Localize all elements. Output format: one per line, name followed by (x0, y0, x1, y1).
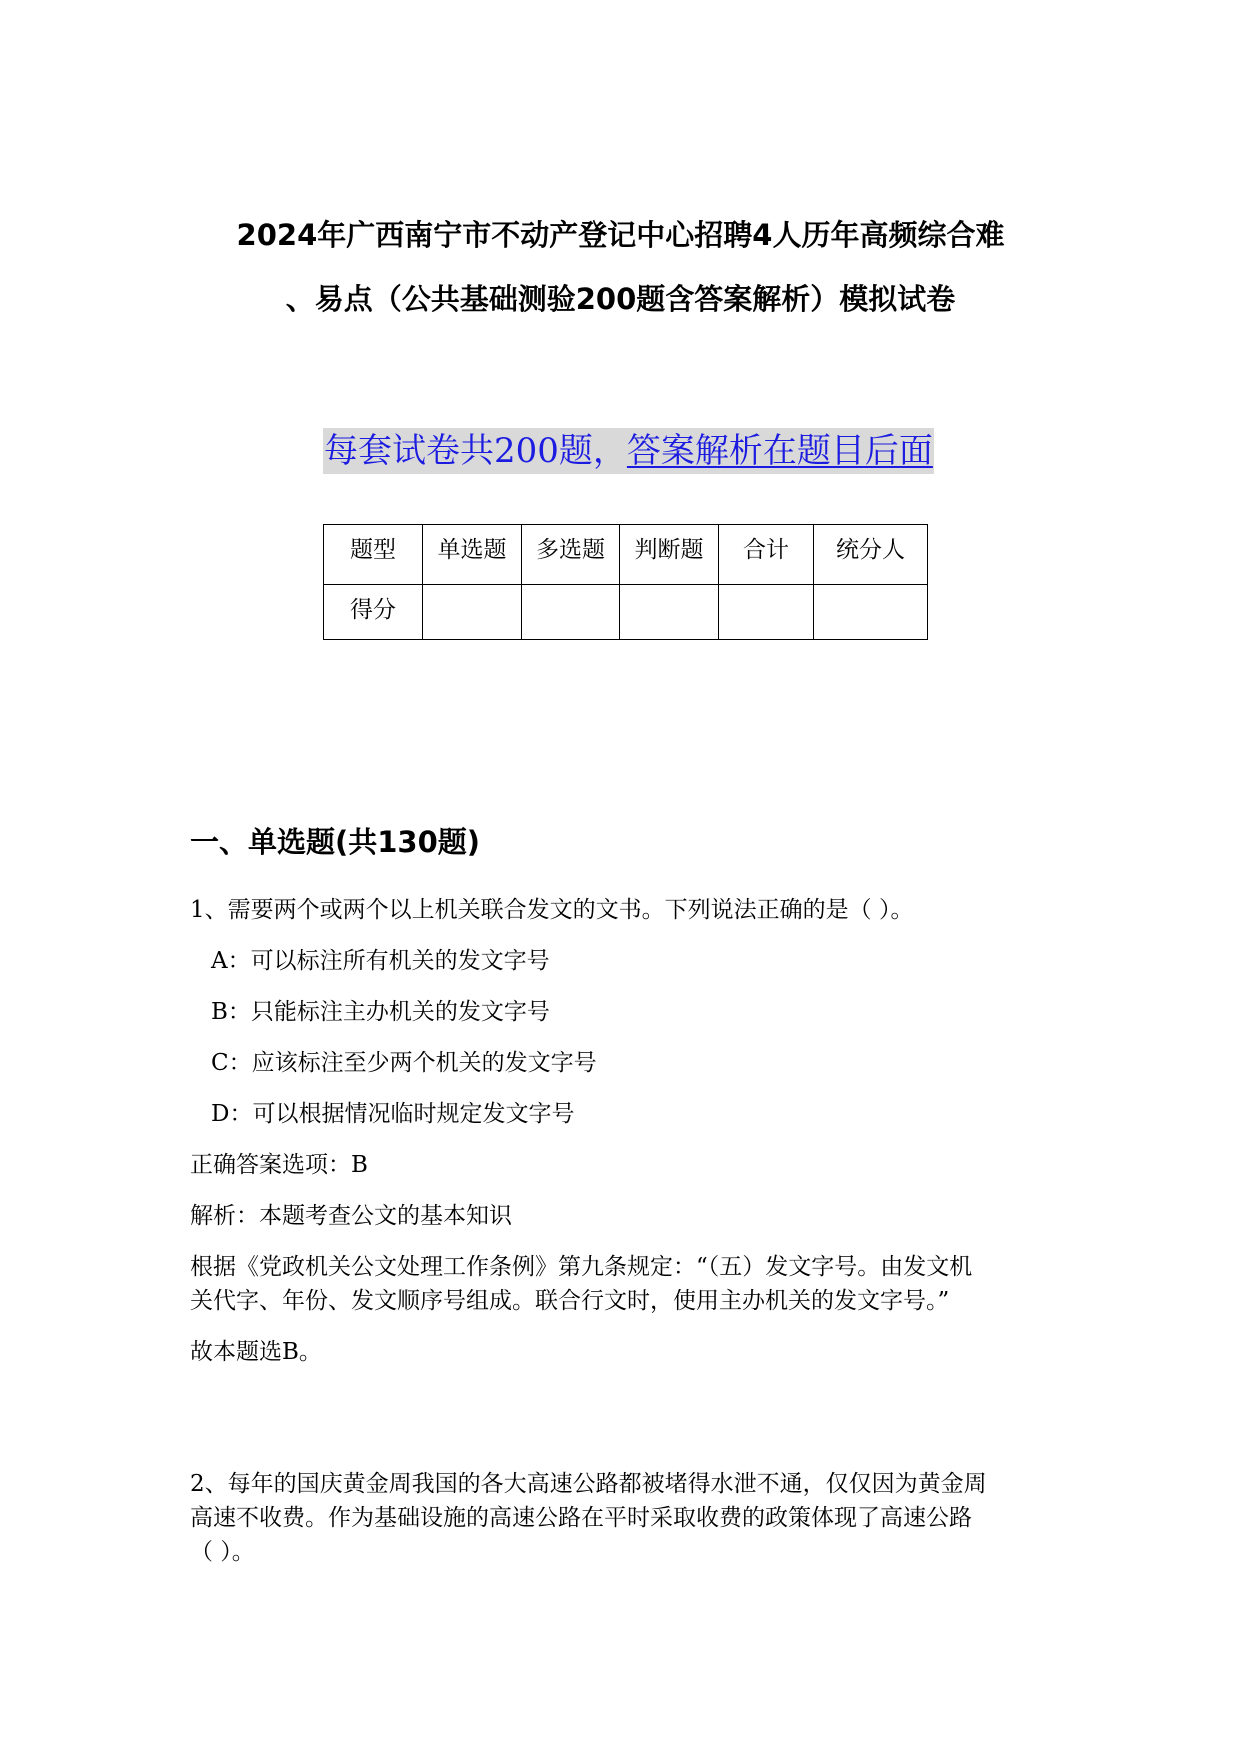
banner-text: 每套试卷共200题， (324, 431, 627, 471)
row-label-score: 得分 (324, 585, 423, 640)
score-cell-true-false[interactable] (620, 585, 719, 640)
score-table (323, 524, 928, 640)
question-2-stem-line-3: （ ）。 (190, 1539, 255, 1565)
document-title-line-2: 、易点（公共基础测验200题含答案解析）模拟试卷 (285, 282, 956, 316)
question-1-option-c: C：应该标注至少两个机关的发文字号 (211, 1050, 597, 1076)
header-cell-multiple-choice: 多选题 (522, 525, 620, 585)
score-cell-scorer[interactable] (814, 585, 928, 640)
section-heading: 一、单选题(共130题) (190, 825, 481, 859)
header-cell-total: 合计 (719, 525, 814, 585)
score-table-score-row (324, 585, 928, 640)
question-1-option-a: A：可以标注所有机关的发文字号 (211, 948, 550, 974)
score-cell-total[interactable] (719, 585, 814, 640)
header-cell-single-choice: 单选题 (423, 525, 522, 585)
question-1-analysis: 解析：本题考查公文的基本知识 (190, 1203, 512, 1229)
question-2-stem-line-2: 高速不收费。作为基础设施的高速公路在平时采取收费的政策体现了高速公路 (190, 1505, 972, 1531)
score-table-header-row (324, 525, 928, 585)
question-1-stem: 1、需要两个或两个以上机关联合发文的文书。下列说法正确的是（ ）。 (190, 897, 914, 923)
banner-link[interactable]: 答案解析在题目后面 (626, 431, 933, 471)
question-1-option-b: B：只能标注主办机关的发文字号 (211, 999, 550, 1025)
score-cell-single-choice[interactable] (423, 585, 522, 640)
document-title-line-1: 2024年广西南宁市不动产登记中心招聘4人历年高频综合难 (236, 218, 1005, 252)
info-banner (323, 428, 934, 474)
question-1-explanation-line-1: 根据《党政机关公文处理工作条例》第九条规定：“（五）发文字号。由发文机 (190, 1254, 973, 1280)
header-cell-type: 题型 (324, 525, 423, 585)
question-1-explanation-line-2: 关代字、年份、发文顺序号组成。联合行文时，使用主办机关的发文字号。” (190, 1288, 950, 1314)
question-1-option-d: D：可以根据情况临时规定发文字号 (211, 1101, 575, 1127)
question-1-answer: 正确答案选项：B (190, 1152, 368, 1178)
question-1-conclusion: 故本题选B。 (190, 1339, 322, 1365)
header-cell-scorer: 统分人 (814, 525, 928, 585)
question-2-stem-line-1: 2、每年的国庆黄金周我国的各大高速公路都被堵得水泄不通，仅仅因为黄金周 (190, 1471, 987, 1497)
score-cell-multiple-choice[interactable] (522, 585, 620, 640)
header-cell-true-false: 判断题 (620, 525, 719, 585)
